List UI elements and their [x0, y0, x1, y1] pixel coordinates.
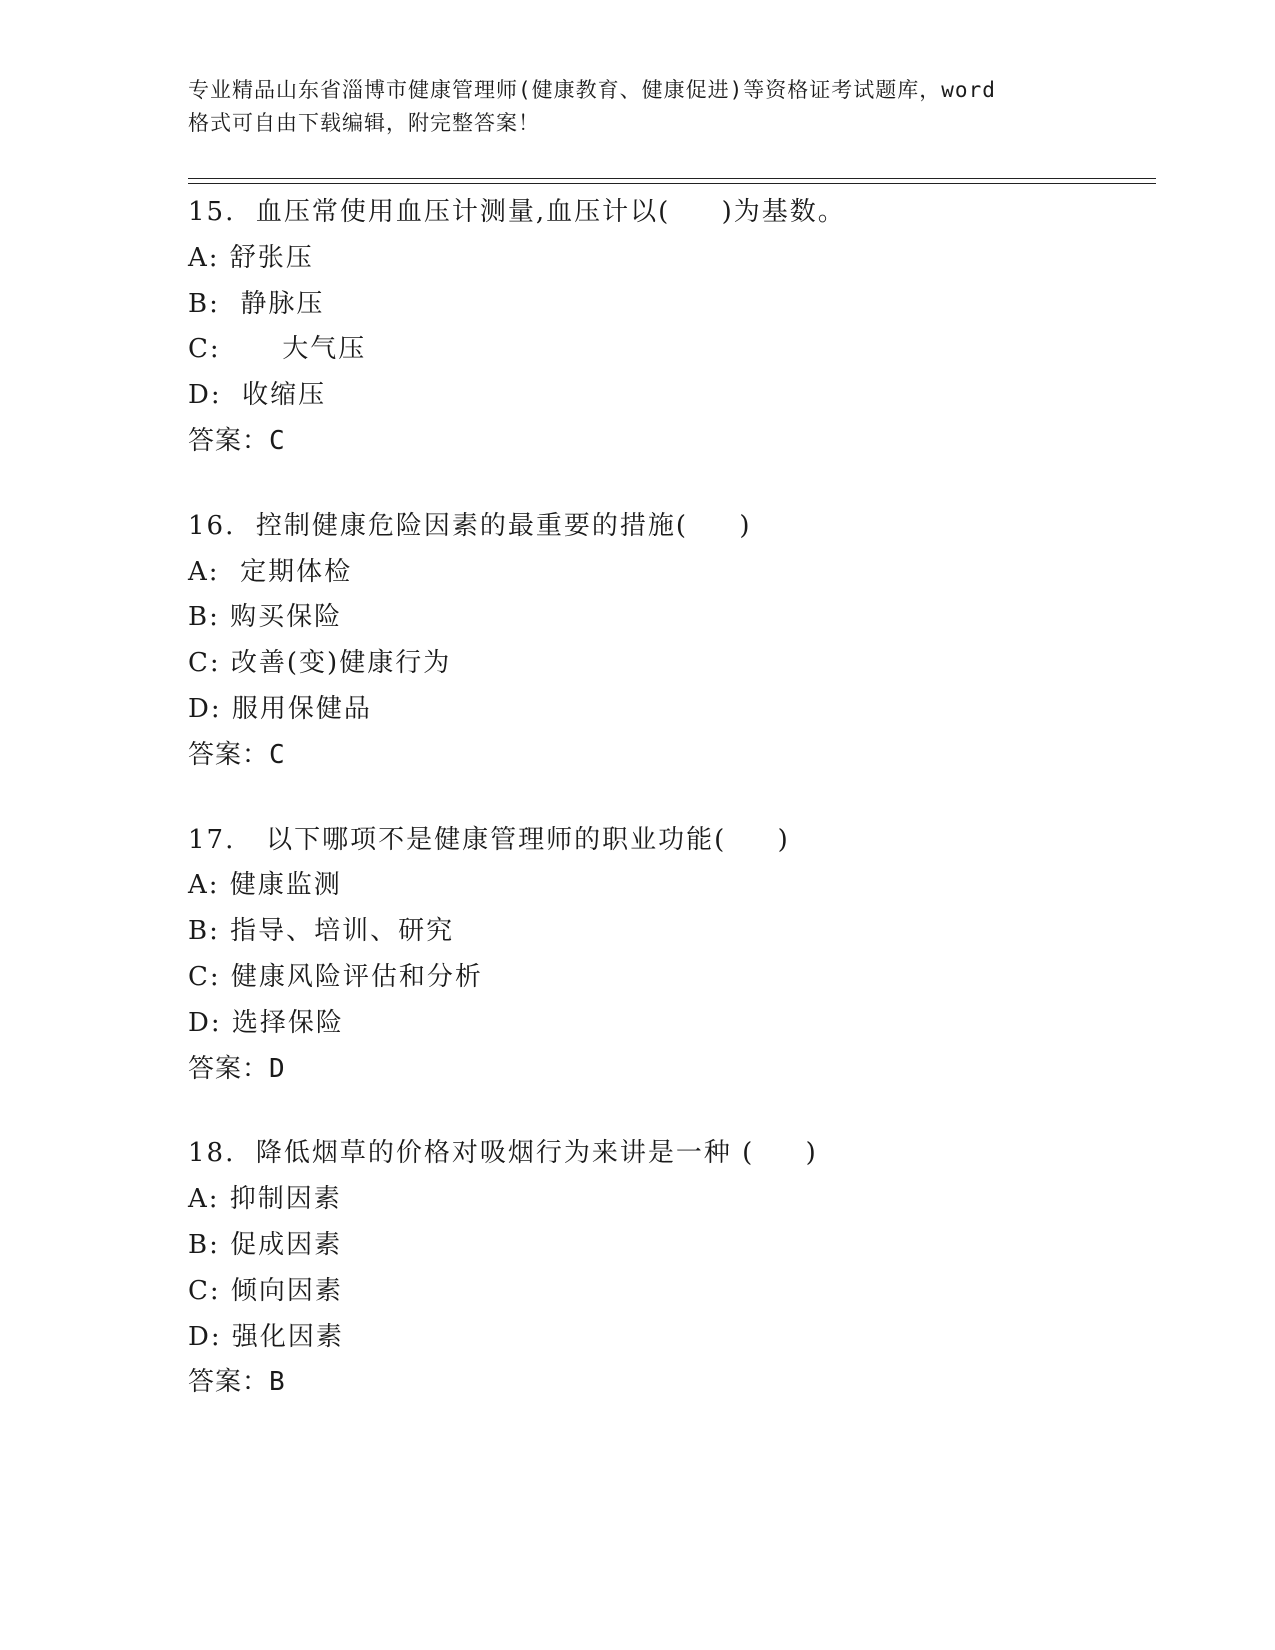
option-b: B: 购买保险 [188, 602, 343, 633]
option-c: C: 健康风险评估和分析 [188, 961, 483, 992]
question-list [188, 190, 1148, 1445]
answer-line [188, 1047, 1148, 1093]
header-divider-top [188, 178, 1156, 179]
option-a: A: 健康监测 [188, 870, 342, 901]
question-text: 15. 血压常使用血压计测量,血压计以( )为基数。 [188, 197, 846, 227]
option-a: A: 定期体检 [188, 556, 353, 587]
option-c: C: 大气压 [188, 334, 367, 365]
question-text: 18. 降低烟草的价格对吸烟行为来讲是一种 ( ) [188, 1138, 818, 1169]
option-c: C: 改善(变)健康行为 [188, 648, 452, 679]
question-16 [188, 504, 1148, 779]
header-line-2: 格式可自由下载编辑，附完整答案！ [188, 111, 540, 135]
option-a: A: 抑制因素 [188, 1184, 342, 1215]
answer-value: B [269, 1367, 286, 1398]
question-text: 16. 控制健康危险因素的最重要的措施( ) [188, 510, 752, 541]
option-d: D: 收缩压 [188, 380, 327, 411]
question-15 [188, 190, 1148, 465]
question-18 [188, 1131, 1148, 1406]
answer-line [188, 1360, 1148, 1406]
answer-value: D [269, 1053, 286, 1084]
option-d: D: 服用保健品 [188, 693, 372, 724]
option-b: B: 静脉压 [188, 288, 325, 319]
answer-label: 答案： [188, 1053, 270, 1084]
option-c: C: 倾向因素 [188, 1275, 343, 1306]
option-b: B: 促成因素 [188, 1229, 343, 1260]
option-b: B: 指导、培训、研究 [188, 916, 455, 947]
question-17 [188, 818, 1148, 1093]
option-a: A: 舒张压 [188, 242, 314, 273]
answer-label: 答案： [188, 739, 270, 770]
document-header [188, 74, 1088, 140]
answer-label: 答案： [188, 425, 270, 456]
option-d: D: 强化因素 [188, 1321, 344, 1352]
answer-line [188, 733, 1148, 779]
answer-value: C [269, 739, 286, 770]
option-d: D: 选择保险 [188, 1007, 344, 1038]
answer-line [188, 419, 1148, 465]
header-divider-bottom [188, 183, 1156, 184]
answer-value: C [269, 425, 286, 456]
header-line-1: 专业精品山东省淄博市健康管理师(健康教育、健康促进)等资格证考试题库，word [188, 78, 996, 102]
answer-label: 答案： [188, 1367, 270, 1398]
question-text: 17. 以下哪项不是健康管理师的职业功能( ) [188, 824, 790, 855]
